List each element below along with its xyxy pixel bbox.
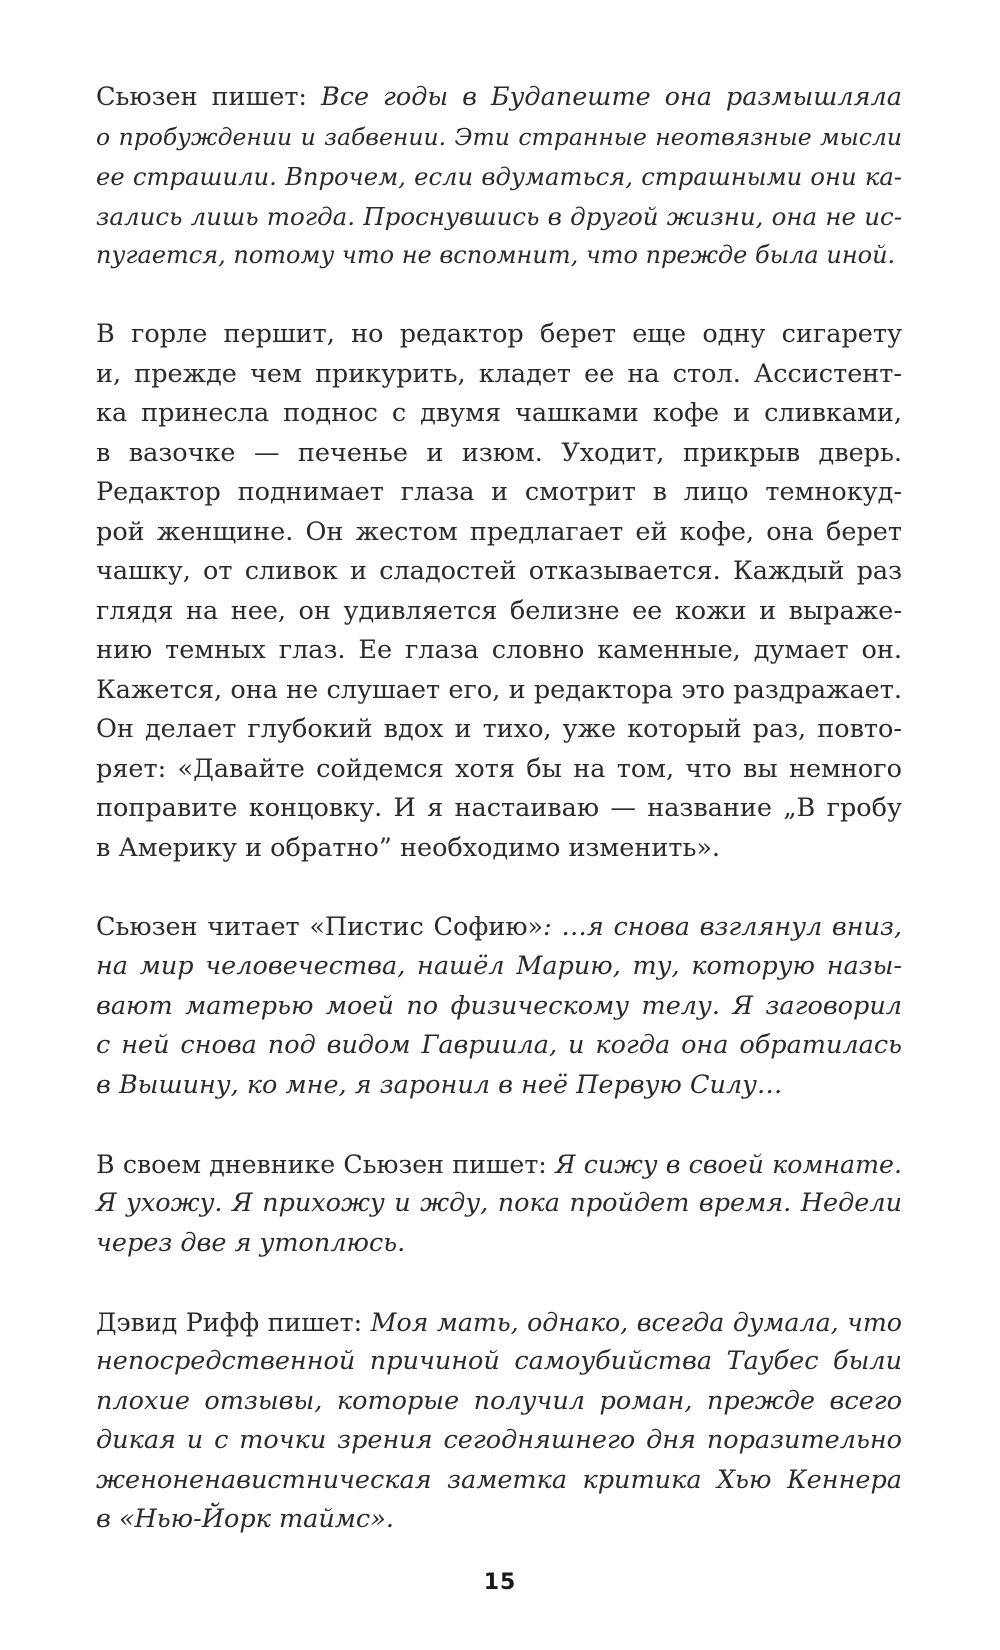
roman-text: в вазочке — печенье и изюм. Уходит, прикрыв дверь. <box>96 437 902 468</box>
italic-text: непосредственной причиной самоубийства Таубес были <box>96 1346 902 1376</box>
text-line <box>96 236 902 276</box>
roman-text: Сьюзен пишет: <box>96 82 321 112</box>
italic-text: дикая и с точки зрения сегодняшнего дня поразительно <box>96 1425 902 1455</box>
roman-text: Кажется, она не слушает его, и редактора это раздражает. <box>96 674 902 705</box>
paragraph-2 <box>96 315 902 868</box>
roman-text: нию темных глаз. Ее глаза словно каменные, думает он. <box>96 635 902 665</box>
page-number: 15 <box>483 1570 517 1595</box>
book-page-text <box>96 78 902 1579</box>
italic-text: : …я снова взглянул вниз, <box>543 911 903 942</box>
italic-text: Моя мать, однако, всегда думала, что <box>370 1307 902 1337</box>
text-line <box>96 1224 902 1264</box>
text-line <box>96 710 902 750</box>
roman-text: ка принесла поднос с двумя чашками кофе и сливками, <box>96 398 902 428</box>
text-line <box>96 513 902 553</box>
text-line <box>96 78 902 118</box>
text-line <box>96 631 902 671</box>
text-line <box>96 434 902 474</box>
roman-text: и, прежде чем прикурить, кладет ее на стол. Ассистент- <box>96 358 902 389</box>
paragraph-5 <box>96 1303 902 1540</box>
italic-text: женоненавистническая заметка критика Хью Кеннера <box>96 1464 902 1495</box>
text-line <box>96 315 902 355</box>
roman-text: чашку, от сливок и сладостей отказывается. Каждый раз <box>96 556 902 586</box>
text-line <box>96 394 902 434</box>
text-line <box>96 1026 902 1066</box>
roman-text: в Америку и обратно” необходимо изменить». <box>96 832 721 863</box>
text-line <box>96 947 902 987</box>
roman-text: ряет: «Давайте сойдемся хотя бы на том, что вы немного <box>96 753 902 784</box>
text-line <box>96 987 902 1027</box>
italic-text: на мир человечества, нашёл Марию, ту, которую назы- <box>96 951 902 981</box>
italic-text: Я ухожу. Я прихожу и жду, пока пройдет время. Недели <box>96 1188 902 1218</box>
italic-text: через две я утоплюсь. <box>96 1227 406 1258</box>
paragraph-1 <box>96 78 902 276</box>
roman-text: Он делает глубокий вдох и тихо, уже который раз, повто- <box>96 714 902 744</box>
italic-text: с ней снова под видом Гавриила, и когда она обратилась <box>96 1030 902 1060</box>
text-line <box>96 908 902 948</box>
text-line <box>96 750 902 790</box>
italic-text: плохие отзывы, которые получил роман, прежде всего <box>96 1385 902 1416</box>
italic-text: вают матерью моей по физическому телу. Я заговорил <box>96 990 902 1021</box>
text-line <box>96 1184 902 1224</box>
text-line <box>96 592 902 632</box>
text-line <box>96 1500 902 1540</box>
roman-text: поправите концовку. И я настаиваю — название „В гробу <box>96 793 902 823</box>
roman-text: В своем дневнике Сьюзен пишет: <box>96 1149 556 1179</box>
text-line <box>96 197 902 237</box>
italic-text: в «Нью-Йорк таймс». <box>96 1504 394 1534</box>
italic-text: Я сижу в своей комнате. <box>555 1149 902 1179</box>
roman-text: Редактор поднимает глаза и смотрит в лицо темнокуд- <box>96 477 902 507</box>
italic-text: о пробуждении и забвении. Эти странные неотвязные мысли <box>96 122 902 151</box>
roman-text: глядя на нее, он удивляется белизне ее кожи и выраже- <box>96 595 902 626</box>
text-line <box>96 1303 902 1343</box>
italic-text: ее страшили. Впрочем, если вдуматься, страшными они ка- <box>96 162 902 191</box>
roman-text: Дэвид Рифф пишет: <box>96 1307 371 1337</box>
text-line <box>96 1461 902 1501</box>
text-line <box>96 1145 902 1185</box>
italic-text: пугается, потому что не вспомнит, что прежде была иной. <box>96 241 896 269</box>
italic-text: в Вышину, ко мне, я заронил в неё Первую Силу… <box>96 1069 783 1100</box>
text-line <box>96 1066 902 1106</box>
roman-text: рой женщине. Он жестом предлагает ей кофе, она берет <box>96 516 902 547</box>
text-line <box>96 1342 902 1382</box>
italic-text: зались лишь тогда. Проснувшись в другой жизни, она не ис- <box>96 201 902 231</box>
text-line <box>96 671 902 711</box>
paragraph-3 <box>96 908 902 1106</box>
paragraph-4 <box>96 1145 902 1264</box>
text-line <box>96 473 902 513</box>
text-line <box>96 789 902 829</box>
roman-text: В горле першит, но редактор берет еще одну сигарету <box>96 319 902 349</box>
text-line <box>96 118 902 158</box>
text-line <box>96 1421 902 1461</box>
text-line <box>96 1382 902 1422</box>
italic-text: Все годы в Будапеште она размышляла <box>320 82 902 112</box>
text-line <box>96 355 902 395</box>
roman-text: Сьюзен читает «Пистис Софию» <box>96 911 544 942</box>
text-line <box>96 157 902 197</box>
text-line <box>96 829 902 869</box>
text-line <box>96 552 902 592</box>
